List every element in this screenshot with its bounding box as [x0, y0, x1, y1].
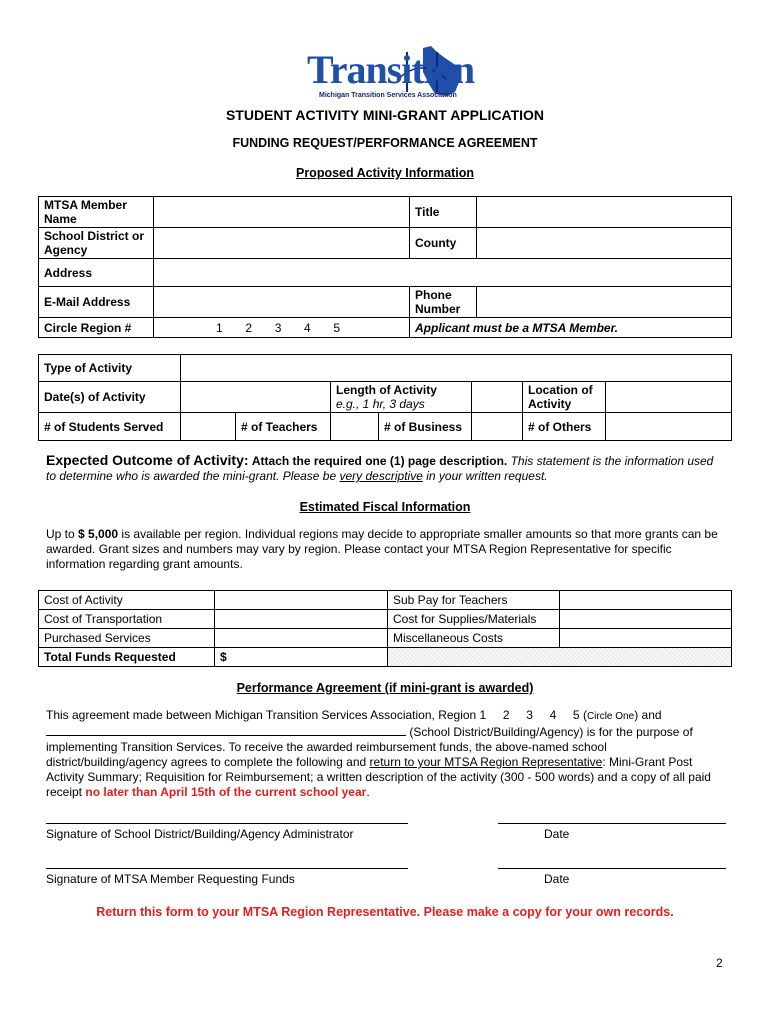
page-title: STUDENT ACTIVITY MINI-GRANT APPLICATION	[225, 107, 545, 123]
phone-label: Phone Number	[410, 287, 477, 318]
school-field[interactable]	[154, 228, 410, 259]
region-option-1[interactable]: 1	[216, 320, 223, 335]
cost-activity-label: Cost of Activity	[39, 591, 215, 610]
admin-date-label: Date	[544, 827, 570, 841]
agreement-body	[46, 740, 730, 800]
business-label: # of Business	[379, 413, 472, 441]
admin-date-line[interactable]	[498, 823, 726, 824]
misc-field[interactable]	[560, 629, 732, 648]
students-field[interactable]	[181, 413, 236, 441]
region-option-3[interactable]: 3	[274, 320, 282, 335]
logo-word: Transition	[307, 47, 475, 92]
activity-length-field[interactable]	[472, 382, 523, 413]
misc-label: Miscellaneous Costs	[388, 629, 560, 648]
member-signature-line[interactable]	[46, 868, 408, 869]
logo-subtitle: Michigan Transition Services Association	[319, 92, 457, 99]
address-field[interactable]	[154, 259, 732, 287]
region-label: Circle Region #	[39, 318, 154, 338]
activity-table	[38, 354, 732, 441]
section-heading-activity-info: Proposed Activity Information	[295, 166, 475, 180]
section-heading-agreement: Performance Agreement (if mini-grant is awarded)	[236, 681, 534, 695]
agreement-text-4: implementing Transition Services. To receive the awarded reimbursement funds, the above-named school district/building/agency agrees to complete the following and	[46, 740, 607, 769]
admin-signature-label: Signature of School District/Building/Agency Administrator	[46, 827, 354, 841]
activity-length-label	[331, 382, 472, 413]
location-field[interactable]	[606, 382, 732, 413]
school-label: School District or Agency	[39, 228, 154, 259]
fiscal-text: is available per region. Individual regions may decide to appropriate smaller amounts so that more grants can be awarded. Grant sizes and numbers may vary by region. Please contact your MTSA Region Representative for specific information regarding grant amounts.	[46, 527, 718, 571]
agreement-text-1: This agreement made between Michigan Transition Services Association, Region 1 2 3 4 5 (	[46, 708, 587, 722]
agreement-text-5: : Mini-Grant Post Activity Summary; Requisition for Reimbursement; a written description of the activity (300 - 500 words) and a copy of all paid receipt	[46, 755, 711, 799]
agreement-text-3: (School District/Building/Agency) is for the purpose of	[409, 725, 693, 739]
students-label: # of Students Served	[39, 413, 181, 441]
outcome-heading: Expected Outcome of Activity:	[46, 452, 249, 468]
fiscal-paragraph	[46, 527, 726, 572]
cost-table	[38, 590, 732, 667]
teachers-label: # of Teachers	[236, 413, 331, 441]
page-subtitle: FUNDING REQUEST/PERFORMANCE AGREEMENT	[232, 136, 538, 150]
county-field[interactable]	[477, 228, 732, 259]
cost-activity-field[interactable]	[215, 591, 388, 610]
agency-blank[interactable]	[46, 724, 406, 736]
region-option-2[interactable]: 2	[245, 320, 253, 335]
purchased-field[interactable]	[215, 629, 388, 648]
total-field[interactable]: $	[215, 648, 388, 667]
business-field[interactable]	[472, 413, 523, 441]
sub-pay-field[interactable]	[560, 591, 732, 610]
phone-field[interactable]	[477, 287, 732, 318]
total-label: Total Funds Requested	[39, 648, 215, 667]
logo	[305, 44, 475, 106]
location-label: Location of Activity	[523, 382, 606, 413]
activity-type-label: Type of Activity	[39, 355, 181, 382]
return-instruction: return to your MTSA Region Representative	[369, 755, 603, 769]
activity-dates-label: Date(s) of Activity	[39, 382, 181, 413]
agreement-text-2: ) and	[634, 708, 662, 722]
sub-pay-label: Sub Pay for Teachers	[388, 591, 560, 610]
agreement-paragraph	[46, 708, 730, 800]
expected-outcome	[46, 453, 726, 484]
outcome-emphasis: very descriptive	[339, 469, 423, 483]
email-field[interactable]	[154, 287, 410, 318]
member-name-label: MTSA Member Name	[39, 197, 154, 228]
length-example: e.g., 1 hr, 3 days	[336, 397, 425, 411]
membership-note: Applicant must be a MTSA Member.	[410, 318, 732, 338]
supplies-field[interactable]	[560, 610, 732, 629]
member-name-field[interactable]	[154, 197, 410, 228]
region-options[interactable]	[154, 318, 410, 338]
email-label: E-Mail Address	[39, 287, 154, 318]
member-info-table	[38, 196, 732, 338]
region-option-5[interactable]: 5	[333, 320, 341, 335]
page-number: 2	[716, 956, 723, 970]
outcome-note: This statement is the information used to determine who is awarded the mini-grant. Please be	[46, 454, 714, 483]
title-label: Title	[410, 197, 477, 228]
outcome-note-end: in your written request.	[426, 469, 548, 483]
length-label-text: Length of Activity	[336, 383, 437, 397]
address-label: Address	[39, 259, 154, 287]
agreement-line-2	[46, 724, 730, 740]
section-heading-fiscal: Estimated Fiscal Information	[299, 500, 471, 514]
outcome-instruction: Attach the required one (1) page description.	[251, 454, 508, 468]
agreement-line-1	[46, 708, 730, 724]
activity-dates-field[interactable]	[181, 382, 331, 413]
supplies-label: Cost for Supplies/Materials	[388, 610, 560, 629]
others-field[interactable]	[606, 413, 732, 441]
title-field[interactable]	[477, 197, 732, 228]
member-date-label: Date	[544, 872, 570, 886]
region-option-4[interactable]: 4	[304, 320, 311, 335]
deadline-text: no later than April 15th of the current school year	[85, 785, 367, 799]
purchased-label: Purchased Services	[39, 629, 215, 648]
fiscal-text-start: Up to	[46, 527, 75, 541]
activity-type-field[interactable]	[181, 355, 732, 382]
fiscal-amount: $ 5,000	[78, 527, 119, 541]
member-signature-label: Signature of MTSA Member Requesting Funds	[46, 872, 295, 886]
county-label: County	[410, 228, 477, 259]
return-footer: Return this form to your MTSA Region Representative. Please make a copy for your own records.	[96, 905, 674, 919]
shaded-cell	[388, 648, 732, 667]
transport-label: Cost of Transportation	[39, 610, 215, 629]
circle-one-note: Circle One	[586, 711, 635, 722]
member-date-line[interactable]	[498, 868, 726, 869]
agreement-text-6: .	[366, 785, 370, 799]
teachers-field[interactable]	[331, 413, 379, 441]
others-label: # of Others	[523, 413, 606, 441]
transport-field[interactable]	[215, 610, 388, 629]
admin-signature-line[interactable]	[46, 823, 408, 824]
